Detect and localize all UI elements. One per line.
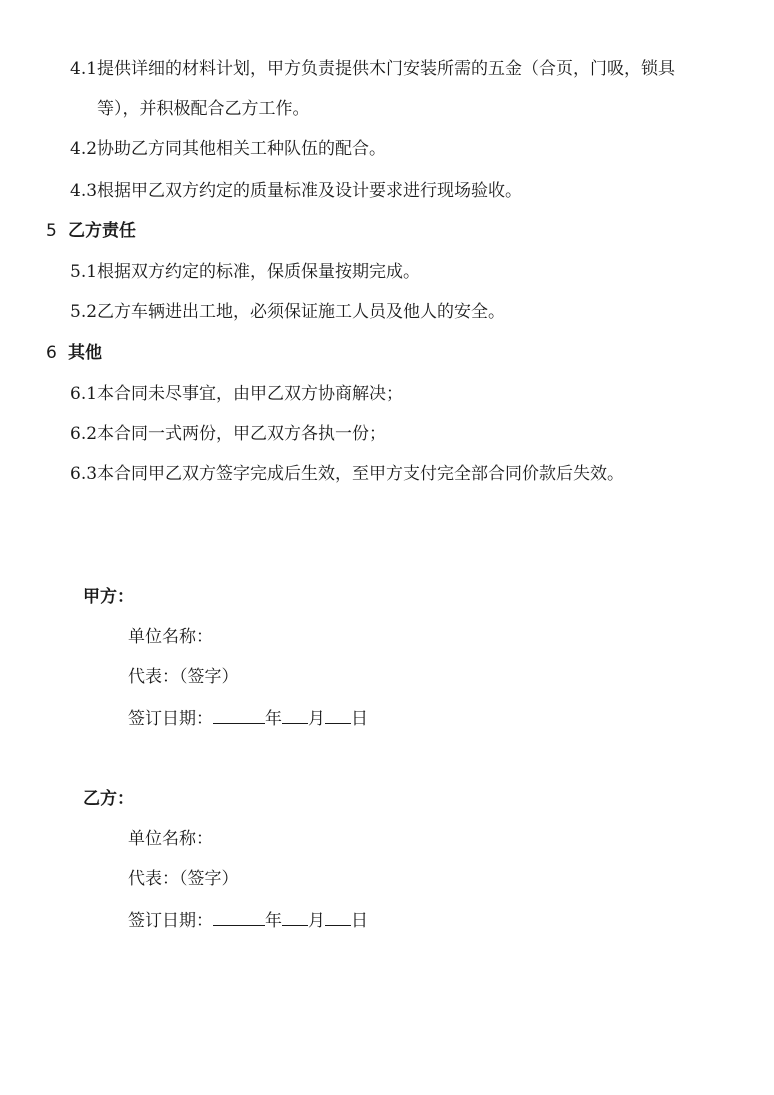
party-b-year-label: 年 <box>265 911 282 931</box>
party-a-year-blank[interactable] <box>213 707 265 724</box>
party-b-day-blank[interactable] <box>325 909 351 926</box>
party-a-month-blank[interactable] <box>282 707 308 724</box>
party-b-date-label: 签订日期： <box>128 911 213 931</box>
clause-4-2: 4.2协助乙方同其他相关工种队伍的配合。 <box>70 139 387 159</box>
party-b-month-blank[interactable] <box>282 909 308 926</box>
clause-4-3: 4.3根据甲乙双方约定的质量标准及设计要求进行现场验收。 <box>70 181 523 201</box>
party-b-unit-name: 单位名称： <box>128 829 213 849</box>
party-b-date-row <box>128 909 368 932</box>
party-a-day-blank[interactable] <box>325 707 351 724</box>
clause-6-1: 6.1本合同未尽事宜，由甲乙双方协商解决； <box>70 384 404 404</box>
section-6-heading <box>46 342 102 364</box>
clause-4-1-line-2: 等），并积极配合乙方工作。 <box>97 99 310 119</box>
party-b-representative: 代表：（签字） <box>128 869 239 889</box>
party-b-year-blank[interactable] <box>213 909 265 926</box>
clause-5-2: 5.2乙方车辆进出工地，必须保证施工人员及他人的安全。 <box>70 302 506 322</box>
clause-6-3: 6.3本合同甲乙双方签字完成后生效，至甲方支付完全部合同价款后失效。 <box>70 464 625 484</box>
party-b-label: 乙方： <box>83 789 134 809</box>
party-b-month-label: 月 <box>308 911 325 931</box>
section-6-number: 6 <box>46 343 57 363</box>
section-5-number: 5 <box>46 221 57 241</box>
party-a-representative: 代表：（签字） <box>128 667 239 687</box>
party-a-date-label: 签订日期： <box>128 709 213 729</box>
party-a-day-label: 日 <box>351 709 368 729</box>
party-a-year-label: 年 <box>265 709 282 729</box>
section-5-heading <box>46 220 136 242</box>
section-5-title: 乙方责任 <box>68 221 136 241</box>
clause-4-1-line-1: 4.1提供详细的材料计划，甲方负责提供木门安装所需的五金（合页，门吸，锁具 <box>70 59 676 79</box>
party-a-month-label: 月 <box>308 709 325 729</box>
party-a-date-row <box>128 707 368 730</box>
section-6-title: 其他 <box>68 343 102 363</box>
clause-6-2: 6.2本合同一式两份，甲乙双方各执一份； <box>70 424 387 444</box>
clause-5-1: 5.1根据双方约定的标准，保质保量按期完成。 <box>70 262 421 282</box>
party-b-day-label: 日 <box>351 911 368 931</box>
party-a-unit-name: 单位名称： <box>128 627 213 647</box>
party-a-label: 甲方： <box>83 587 134 607</box>
